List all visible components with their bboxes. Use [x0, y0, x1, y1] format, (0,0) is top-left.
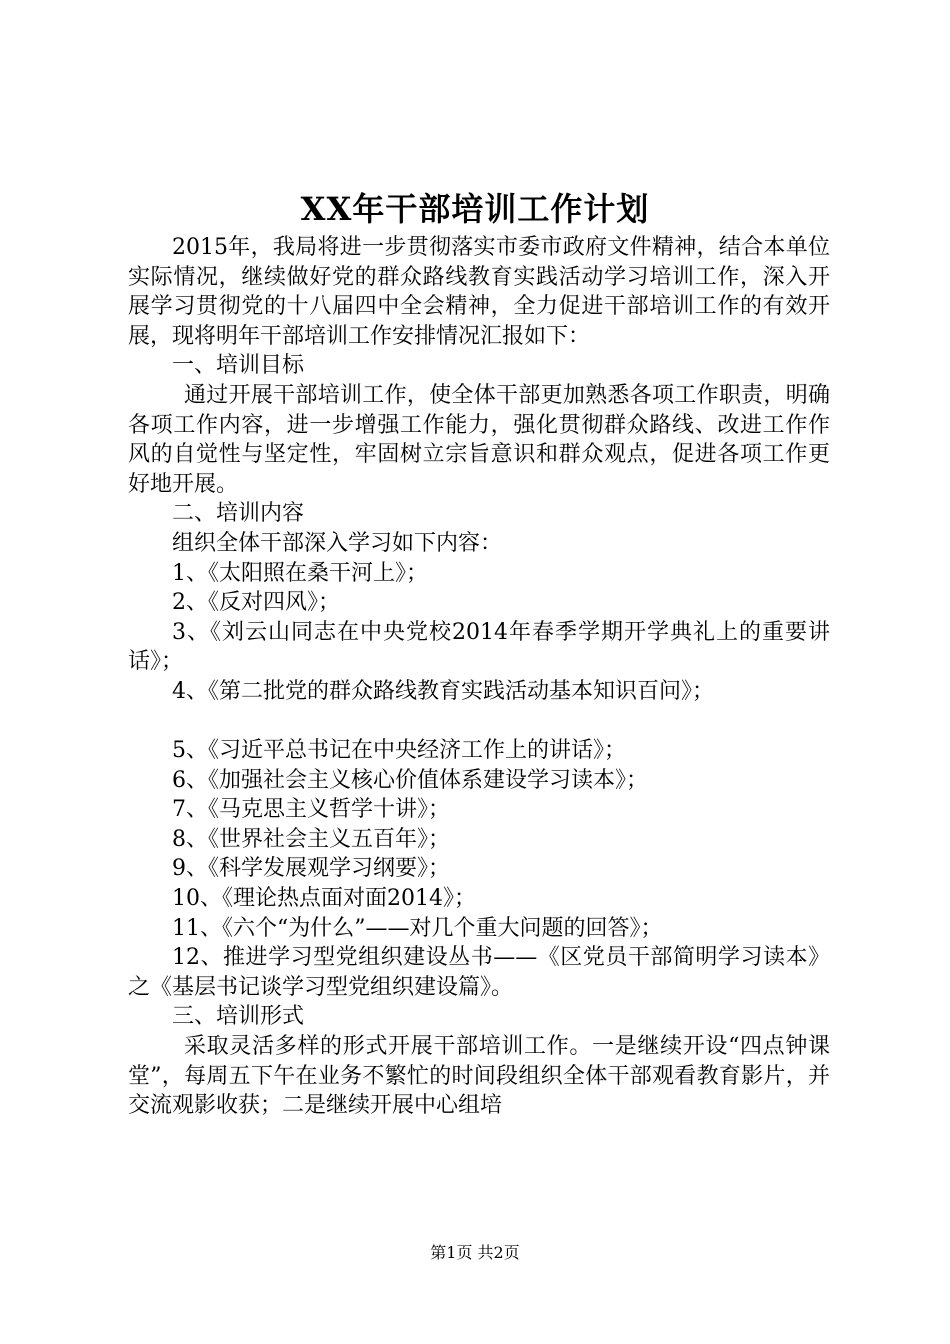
- list-item: 5、《习近平总书记在中央经济工作上的讲话》；: [172, 738, 626, 764]
- blank-line: [128, 707, 830, 737]
- list-item: 1、《太阳照在桑干河上》；: [172, 560, 428, 586]
- list-item: 3、《刘云山同志在中央党校2014年春季学期开学典礼上的重要讲话》；: [128, 619, 830, 675]
- list-item: 11、《六个“为什么”——对几个重大问题的回答》；: [172, 915, 663, 941]
- list-item: 8、《世界社会主义五百年》；: [172, 826, 450, 852]
- list-item: 9、《科学发展观学习纲要》；: [172, 856, 450, 882]
- goals-paragraph: 通过开展干部培训工作，使全体干部更加熟悉各项工作职责，明确各项工作内容，进一步增强工作能力，强化贯彻群众路线、改进工作作风的自觉性与坚定性，牢固树立宗旨意识和群众观点，促进各项工作更好地开展。: [128, 382, 830, 497]
- section-heading-goals: 一、培训目标: [172, 353, 305, 379]
- content-intro: 组织全体干部深入学习如下内容：: [172, 530, 503, 556]
- list-item: 2、《反对四风》；: [172, 590, 340, 616]
- intro-paragraph: 2015年，我局将进一步贯彻落实市委市政府文件精神，结合本单位实际情况，继续做好党的群众路线教育实践活动学习培训工作，深入开展学习贯彻党的十八届四中全会精神，全力促进干部培训工作的有效开展，现将明年干部培训工作安排情况汇报如下：: [128, 235, 830, 349]
- list-item: 7、《马克思主义哲学十讲》；: [172, 797, 450, 823]
- section-heading-content: 二、培训内容: [172, 501, 305, 527]
- page-number: 第1页 共2页: [430, 1243, 520, 1262]
- document-body: [128, 233, 830, 1121]
- list-item: 12、推进学习型党组织建设丛书——《区党员干部简明学习读本》之《基层书记谈学习型党组织建设篇》。: [128, 945, 830, 1000]
- list-item: 6、《加强社会主义核心价值体系建设学习读本》；: [172, 767, 648, 793]
- document-title: XX年干部培训工作计划: [300, 190, 650, 228]
- list-item: 10、《理论热点面对面2014》；: [172, 886, 476, 912]
- section-heading-format: 三、培训形式: [172, 1004, 305, 1030]
- list-item: 4、《第二批党的群众路线教育实践活动基本知识百问》；: [172, 678, 714, 704]
- format-paragraph: 采取灵活多样的形式开展干部培训工作。一是继续开设“四点钟课堂”，每周五下午在业务不繁忙的时间段组织全体干部观看教育影片，并交流观影收获；二是继续开展中心组培: [128, 1034, 830, 1119]
